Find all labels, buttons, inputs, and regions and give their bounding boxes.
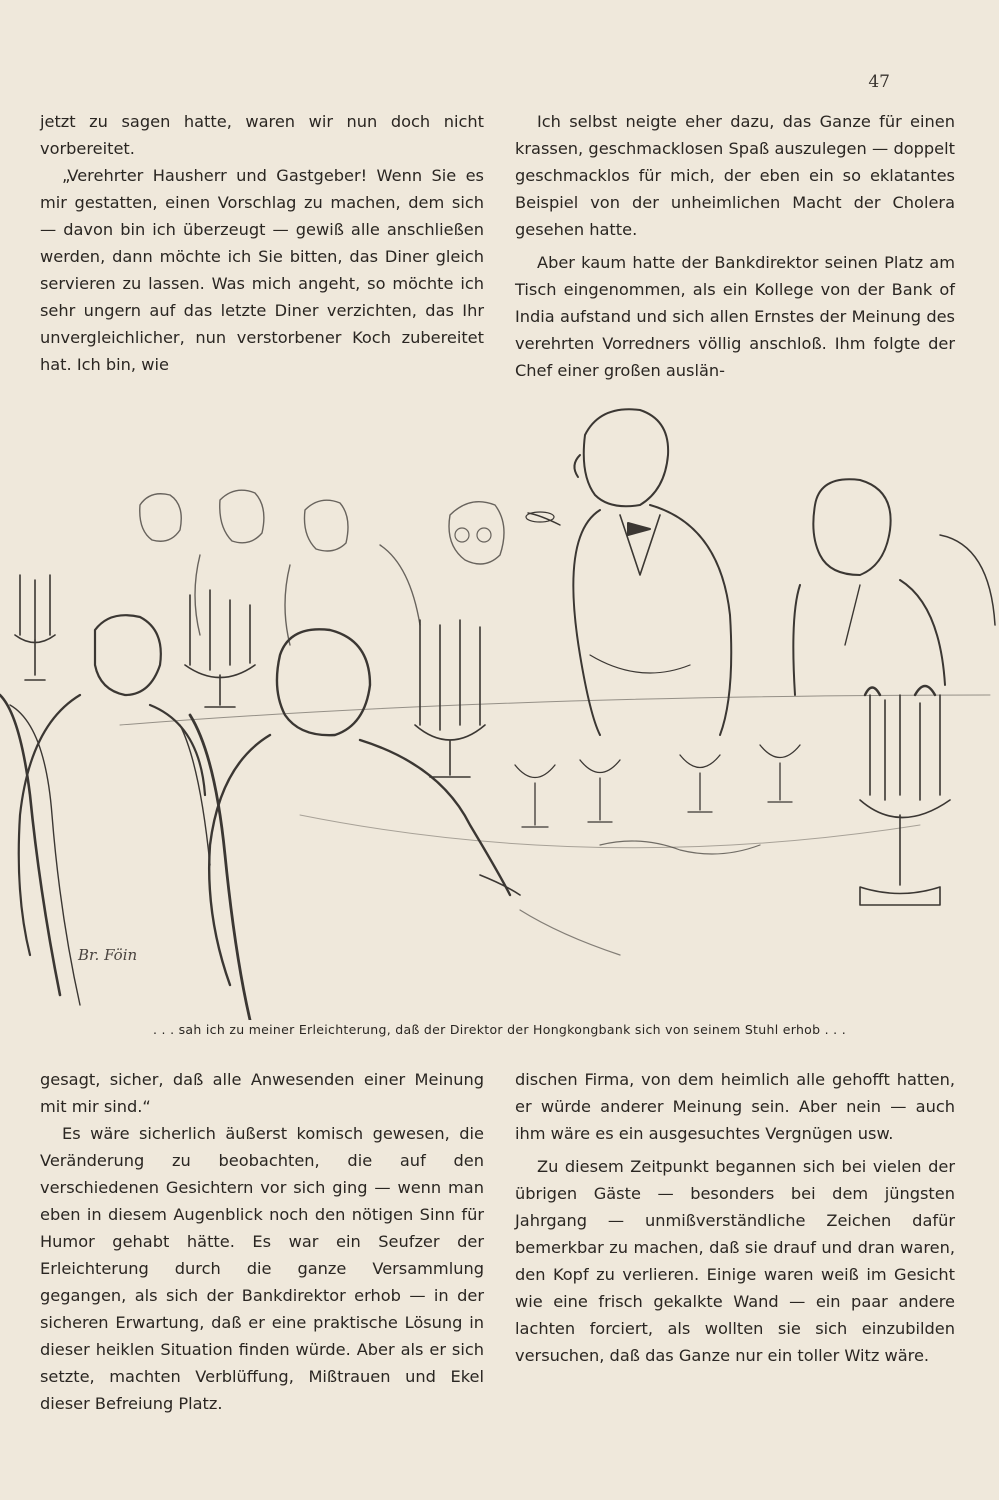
text-column-top-right xyxy=(515,108,955,384)
paragraph: „Verehrter Hausherr und Gastgeber! Wenn Sie es mir gestatten, einen Vorschlag zu machen, dem sich — davon bin ich überzeugt — gewiß alle anschließen werden, dann möchte ich Sie bitten, das Diner gleich servieren zu lassen. Was mich angeht, so möchte ich sehr ungern auf das letzte Diner verzichten, das Ihr unvergleichlicher, nun verstorbener Koch zubereitet hat. Ich bin, wie xyxy=(40,166,484,374)
paragraph: Aber kaum hatte der Bankdirektor seinen Platz am Tisch eingenommen, als ein Kollege von der Bank of India aufstand und sich allen Ernstes der Meinung des verehrten Vorredners völlig anschloß. Ihm folgte der Chef einer großen auslän- xyxy=(515,253,955,380)
banquet-illustration xyxy=(0,395,999,1020)
standing-man-figure xyxy=(526,409,731,735)
artist-signature: Br. Föin xyxy=(78,946,138,964)
illustration-caption: . . . sah ich zu meiner Erleichterung, daß der Direktor der Hongkongbank sich von seinem Stuhl erhob . . . xyxy=(152,1022,846,1037)
paragraph: gesagt, sicher, daß alle Anwesenden einer Meinung mit mir sind.“ xyxy=(40,1070,484,1116)
paragraph: dischen Firma, von dem heimlich alle gehofft hatten, er würde anderer Meinung sein. Aber nein — auch ihm wäre es ein ausgesuchtes Vergnügen usw. xyxy=(515,1070,955,1143)
candelabras xyxy=(15,575,950,905)
background-diners xyxy=(140,490,504,645)
page-number: 47 xyxy=(868,72,890,92)
paragraph: Ich selbst neigte eher dazu, das Ganze für einen krassen, geschmacklosen Spaß auszulegen — doppelt geschmacklos für mich, der eben ein so eklatantes Beispiel von der unheimlichen Macht der Cholera gesehen hatte. xyxy=(515,112,955,239)
paragraph: jetzt zu sagen hatte, waren wir nun doch nicht vorbereitet. xyxy=(40,112,484,158)
paragraph: Zu diesem Zeitpunkt begannen sich bei vielen der übrigen Gäste — besonders bei dem jüngsten Jahrgang — unmißverständliche Zeichen dafür bemerkbar zu machen, daß sie drauf und dran waren, den Kopf zu verlieren. Einige waren weiß im Gesicht wie eine frisch gekalkte Wand — ein paar andere lachten forciert, als wollten sie sich einzubilden versuchen, daß das Ganze nur ein toller Witz wäre. xyxy=(515,1157,955,1365)
text-column-bottom-left xyxy=(40,1066,484,1417)
text-column-top-left xyxy=(40,108,484,378)
wine-glasses xyxy=(515,745,800,827)
text-column-bottom-right xyxy=(515,1066,955,1369)
paragraph: Es wäre sicherlich äußerst komisch gewesen, die Veränderung zu beobachten, die auf den verschiedenen Gesichtern vor sich ging — wenn man eben in diesem Augenblick noch den nötigen Sinn für Humor gehabt hätte. Es war ein Seufzer der Erleichterung durch die ganze Versammlung gegangen, als sich der Bankdirektor erhob — in der sicheren Erwartung, daß er eine praktische Lösung in dieser heiklen Situation finden würde. Aber als er sich setzte, machten Verblüffung, Mißtrauen und Ekel dieser Befreiung Platz. xyxy=(40,1124,484,1413)
seated-man-right-figure xyxy=(793,479,995,695)
